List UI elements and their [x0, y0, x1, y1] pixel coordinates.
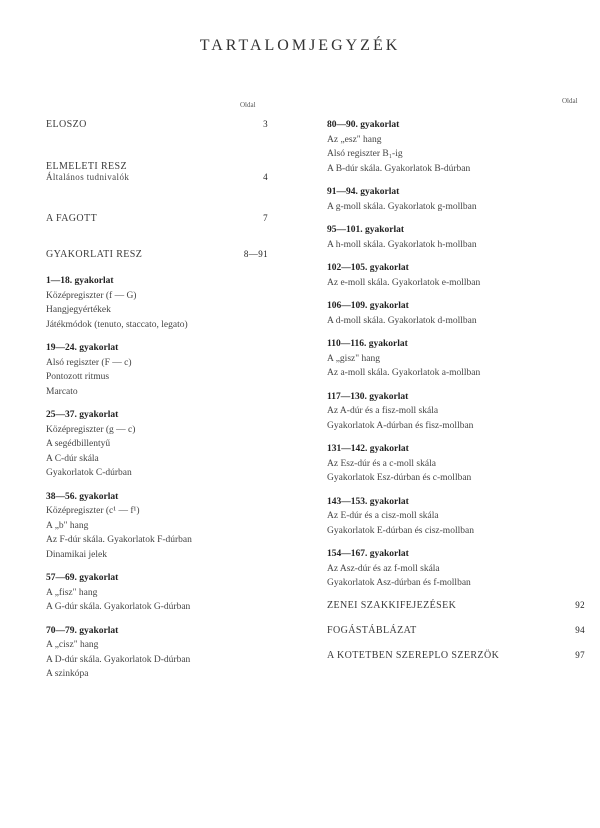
page-column-label-right: Oldal: [562, 97, 578, 105]
exercise-line: Az F-dúr skála. Gyakorlatok F-dúrban: [46, 535, 192, 545]
exercise-line: Az a-moll skála. Gyakorlatok a-mollban: [327, 368, 481, 378]
toc-entry-szerzok[interactable]: [327, 650, 585, 661]
toc-entry-page: 4: [263, 172, 268, 182]
exercise-line: Pontozott ritmus: [46, 372, 110, 382]
exercise-line: Az A-dúr és a fisz-moll skála: [327, 406, 439, 416]
exercise-line: Az Esz-dúr és a c-moll skála: [327, 458, 436, 469]
exercise-block[interactable]: [327, 261, 585, 290]
exercise-line: Gyakorlatok A-dúrban és fisz-mollban: [327, 420, 474, 431]
exercise-heading: 106—109. gyakorlat: [327, 301, 409, 311]
exercise-line: A „gisz" hang: [327, 353, 380, 364]
exercise-line: Dinamikai jelek: [46, 549, 107, 560]
exercise-line: A „fisz" hang: [46, 587, 98, 598]
exercise-block[interactable]: [327, 223, 585, 252]
exercise-line: A B-dúr skála. Gyakorlatok B-dúrban: [327, 163, 471, 174]
exercise-block[interactable]: [46, 571, 268, 615]
exercise-line: Gyakorlatok C-dúrban: [46, 468, 132, 478]
page-column-label-left: Oldal: [240, 101, 256, 109]
exercise-line: A segédbillentyű: [46, 439, 111, 449]
exercise-heading: 80—90. gyakorlat: [327, 120, 400, 130]
exercise-line: A D-dúr skála. Gyakorlatok D-dúrban: [46, 654, 191, 665]
exercise-line: A „cisz" hang: [46, 640, 99, 650]
exercise-block[interactable]: [327, 337, 585, 381]
exercise-heading: 38—56. gyakorlat: [46, 491, 119, 502]
exercise-block[interactable]: [327, 299, 585, 328]
exercise-heading: 57—69. gyakorlat: [46, 573, 119, 583]
toc-entry-label: ZENEI SZAKKIFEJEZÉSEK: [327, 599, 457, 611]
exercise-line: A „b" hang: [46, 520, 89, 531]
exercise-line: Játékmódok (tenuto, staccato, legato): [46, 319, 188, 330]
exercise-line: Hangjegyértékek: [46, 305, 111, 315]
exercise-block[interactable]: [327, 185, 585, 214]
exercise-heading: 154—167. gyakorlat: [327, 549, 409, 559]
toc-entry-subtitle: Általános tudnivalók: [46, 172, 130, 182]
toc-entry-eloszo[interactable]: [46, 119, 268, 130]
page-title: TARTALOMJEGYZÉK: [199, 37, 401, 54]
exercise-heading: 70—79. gyakorlat: [46, 625, 119, 636]
exercise-heading: 143—153. gyakorlat: [327, 496, 409, 507]
toc-entry-label: GYAKORLATI RESZ: [46, 249, 143, 260]
exercise-line: A g-moll skála. Gyakorlatok g-mollban: [327, 201, 477, 212]
exercise-line: A h-moll skála. Gyakorlatok h-mollban: [327, 239, 477, 250]
toc-entry-label: ELOSZO: [46, 119, 87, 130]
exercise-block[interactable]: [327, 118, 585, 176]
exercise-heading: 1—18. gyakorlat: [46, 276, 114, 286]
exercise-block[interactable]: [46, 490, 268, 563]
toc-entry-page: 92: [575, 599, 585, 610]
toc-right-column: [327, 118, 585, 661]
exercise-heading: 117—130. gyakorlat: [327, 391, 409, 402]
exercise-heading: 110—116. gyakorlat: [327, 339, 408, 349]
exercise-line: Az Asz-dúr és az f-moll skála: [327, 563, 440, 574]
exercise-line: A C-dúr skála: [46, 453, 99, 464]
toc-entry-zenei[interactable]: [327, 600, 585, 611]
toc-entry-label: A KOTETBEN SZEREPLO SZERZÖK: [327, 649, 500, 661]
toc-entry-page: 7: [263, 213, 268, 223]
exercise-block[interactable]: [327, 390, 585, 434]
exercise-block[interactable]: [46, 341, 268, 399]
toc-entry-page: 97: [575, 649, 585, 660]
exercise-line: A G-dúr skála. Gyakorlatok G-dúrban: [46, 602, 191, 612]
exercise-block[interactable]: [46, 624, 268, 682]
toc-entry-page: 8—91: [243, 249, 268, 259]
exercise-line: Az „esz" hang: [327, 134, 382, 145]
exercise-line: Az E-dúr és a cisz-moll skála: [327, 511, 439, 521]
exercise-line: Alsó regiszter (F — c): [46, 357, 132, 368]
exercise-line: Az e-moll skála. Gyakorlatok e-mollban: [327, 277, 481, 288]
exercise-block[interactable]: [46, 274, 268, 332]
exercise-line: Gyakorlatok E-dúrban és cisz-mollban: [327, 525, 474, 536]
toc-entry-page: 94: [575, 624, 585, 635]
exercise-line: Középregiszter (g — c): [46, 424, 136, 435]
exercise-heading: 91—94. gyakorlat: [327, 187, 400, 197]
exercise-line: Marcato: [46, 386, 78, 397]
exercise-heading: 25—37. gyakorlat: [46, 410, 119, 420]
exercise-heading: 95—101. gyakorlat: [327, 225, 405, 235]
toc-entry-label: FOGÁSTÁBLÁZAT: [327, 624, 417, 636]
exercise-heading: 131—142. gyakorlat: [327, 444, 409, 454]
exercise-block[interactable]: [327, 495, 585, 539]
exercise-line: Középregiszter (f — G): [46, 290, 137, 301]
exercise-heading: 19—24. gyakorlat: [46, 343, 119, 353]
toc-entry-fagott[interactable]: [46, 213, 268, 224]
exercise-block[interactable]: [46, 408, 268, 481]
toc-entry-elmeleti[interactable]: [46, 161, 268, 182]
exercise-line: Gyakorlatok Esz-dúrban és c-mollban: [327, 473, 472, 483]
exercise-line: Gyakorlatok Asz-dúrban és f-mollban: [327, 578, 471, 588]
toc-left-column: [46, 115, 268, 691]
exercise-line: A szinkópa: [46, 669, 89, 679]
toc-entry-gyakorlati[interactable]: [46, 249, 268, 260]
toc-entry-fogas[interactable]: [327, 625, 585, 636]
toc-entry-label: ELMELETI RESZ: [46, 161, 128, 172]
toc-entry-page: 3: [263, 119, 268, 129]
exercise-block[interactable]: [327, 547, 585, 591]
exercise-line: Középregiszter (c¹ — f¹): [46, 506, 140, 516]
toc-entry-label: A FAGOTT: [46, 213, 98, 224]
exercise-line: Alsó regiszter B₁-ig: [327, 149, 403, 159]
exercise-line: A d-moll skála. Gyakorlatok d-mollban: [327, 315, 477, 326]
exercise-block[interactable]: [327, 442, 585, 486]
exercise-heading: 102—105. gyakorlat: [327, 263, 409, 273]
